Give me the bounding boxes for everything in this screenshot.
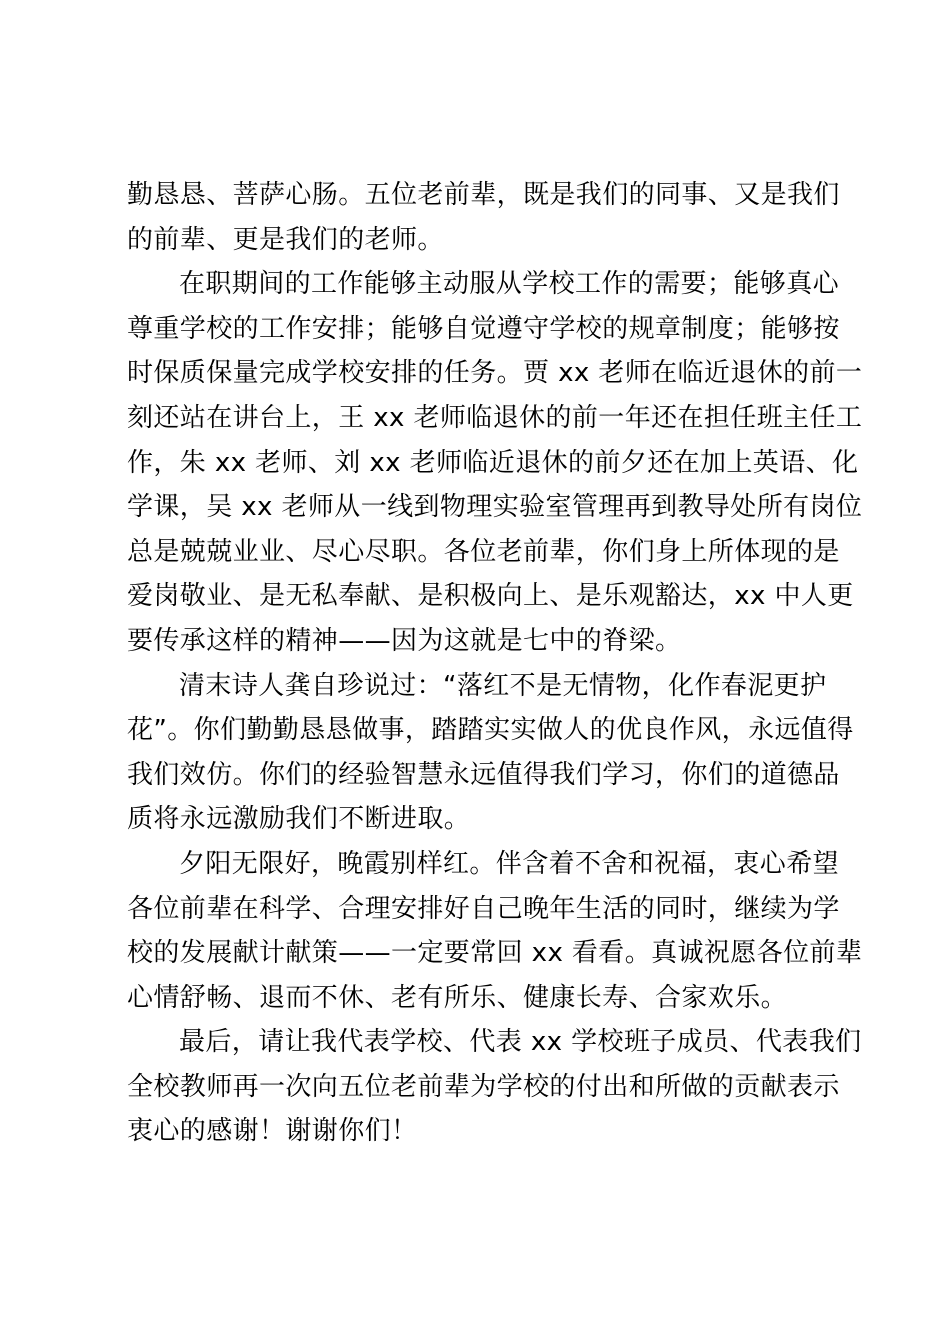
text-line: 最后，请让我代表学校、代表 xx 学校班子成员、代表我们 <box>179 1027 862 1058</box>
text-line: 作，朱 xx 老师、刘 xx 老师临近退休的前夕还在加上英语、化 <box>127 447 859 478</box>
text-line: 我们效仿。你们的经验智慧永远值得我们学习，你们的道德品 <box>127 759 840 790</box>
text-line: 全校教师再一次向五位老前辈为学校的付出和所做的贡献表示 <box>127 1071 840 1102</box>
document-body <box>127 173 863 1154</box>
text-line: 爱岗敬业、是无私奉献、是积极向上、是乐观豁达，xx 中人更 <box>127 581 854 612</box>
text-line: 学课，吴 xx 老师从一线到物理实验室管理再到教导处所有岗位 <box>127 492 863 523</box>
paragraph-continuation <box>127 173 840 262</box>
paragraph-closing <box>127 1020 862 1154</box>
text-line: 校的发展献计献策——一定要常回 xx 看看。真诚祝愿各位前辈 <box>127 938 863 969</box>
text-line: 各位前辈在科学、合理安排好自己晚年生活的同时，继续为学 <box>127 893 840 924</box>
text-line: 清末诗人龚自珍说过：“落红不是无情物，化作春泥更护 <box>179 670 827 701</box>
text-line: 尊重学校的工作安排；能够自觉遵守学校的规章制度；能够按 <box>127 313 840 344</box>
text-line: 质将永远激励我们不断进取。 <box>127 804 471 835</box>
text-line: 心情舒畅、退而不休、老有所乐、健康长寿、合家欢乐。 <box>127 982 788 1013</box>
text-line: 衷心的感谢！谢谢你们！ <box>127 1116 418 1147</box>
text-line: 勤恳恳、菩萨心肠。五位老前辈，既是我们的同事、又是我们 <box>127 180 840 210</box>
text-line: 要传承这样的精神——因为这就是七中的脊梁。 <box>127 625 682 656</box>
text-line: 夕阳无限好，晚霞别样红。伴含着不舍和祝福，衷心希望 <box>179 848 840 879</box>
paragraph-blessing <box>127 842 863 1020</box>
text-line: 在职期间的工作能够主动服从学校工作的需要；能够真心 <box>179 269 840 300</box>
text-line: 总是兢兢业业、尽心尽职。各位老前辈，你们身上所体现的是 <box>127 536 840 567</box>
text-line: 花”。你们勤勤恳恳做事，踏踏实实做人的优良作风，永远值得 <box>127 715 854 746</box>
paragraph-poem-quote <box>127 664 854 842</box>
text-line: 刻还站在讲台上，王 xx 老师临退休的前一年还在担任班主任工 <box>127 402 863 433</box>
text-line: 时保质保量完成学校安排的任务。贾 xx 老师在临近退休的前一 <box>127 358 863 389</box>
paragraph-service-record <box>127 262 863 663</box>
text-line: 的前辈、更是我们的老师。 <box>127 224 444 255</box>
